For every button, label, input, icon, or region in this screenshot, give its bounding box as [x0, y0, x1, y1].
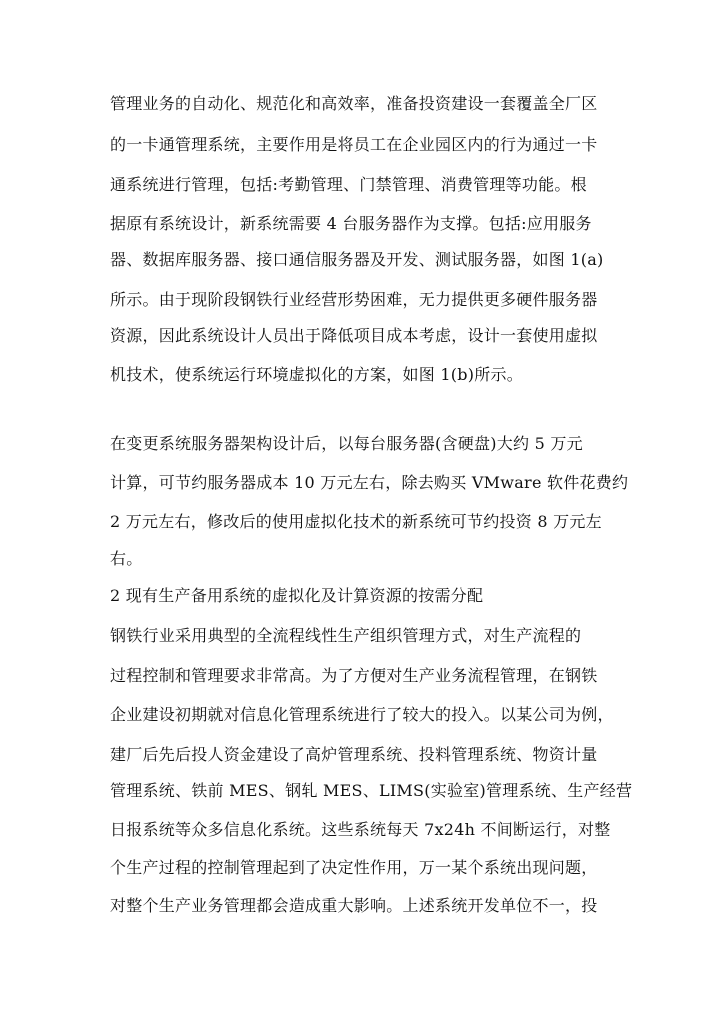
text-line: 计算，可节约服务器成本 10 万元左右，除去购买 VMware 软件花费约	[110, 473, 629, 492]
text-line: 对整个生产业务管理都会造成重大影响。上述系统开发单位不一，投	[110, 896, 598, 915]
text-line: 的一卡通管理系统，主要作用是将员工在企业园区内的行为通过一卡	[110, 135, 598, 154]
text-line: 管理业务的自动化、规范化和高效率，准备投资建设一套覆盖全厂区	[110, 94, 598, 113]
text-line: 据原有系统设计，新系统需要 4 台服务器作为支撑。包括:应用服务	[110, 214, 592, 233]
text-line: 企业建设初期就对信息化管理系统进行了较大的投入。以某公司为例，	[110, 705, 614, 724]
text-line: 管理系统、铁前 MES、钢轧 MES、LIMS(实验室)管理系统、生产经营	[110, 781, 633, 800]
text-line: 器、数据库服务器、接口通信服务器及开发、测试服务器，如图 1(a)	[110, 250, 604, 269]
text-line: 在变更系统服务器架构设计后，以每台服务器(含硬盘)大约 5 万元	[110, 434, 583, 453]
text-line: 个生产过程的控制管理起到了决定性作用，万一某个系统出现问题，	[110, 858, 598, 877]
text-line: 机技术，使系统运行环境虚拟化的方案，如图 1(b)所示。	[110, 365, 523, 384]
text-line: 建厂后先后投人资金建设了高炉管理系统、投料管理系统、物资计量	[110, 745, 598, 764]
text-line: 日报系统等众多信息化系统。这些系统每天 7x24h 不间断运行，对整	[110, 820, 611, 839]
text-line: 2 万元左右，修改后的使用虚拟化技术的新系统可节约投资 8 万元左	[110, 512, 602, 531]
text-line: 钢铁行业采用典型的全流程线性生产组织管理方式，对生产流程的	[110, 626, 582, 645]
text-line: 所示。由于现阶段钢铁行业经营形势困难，无力提供更多硬件服务器	[110, 290, 598, 309]
text-line: 资源，因此系统设计人员出于降低项目成本考虑，设计一套使用虚拟	[110, 326, 598, 345]
section-heading: 2 现有生产备用系统的虚拟化及计算资源的按需分配	[110, 586, 484, 605]
text-line: 右。	[110, 549, 143, 568]
text-line: 通系统进行管理，包括:考勤管理、门禁管理、消费管理等功能。根	[110, 175, 587, 194]
text-line: 过程控制和管理要求非常高。为了方便对生产业务流程管理，在钢铁	[110, 666, 598, 685]
